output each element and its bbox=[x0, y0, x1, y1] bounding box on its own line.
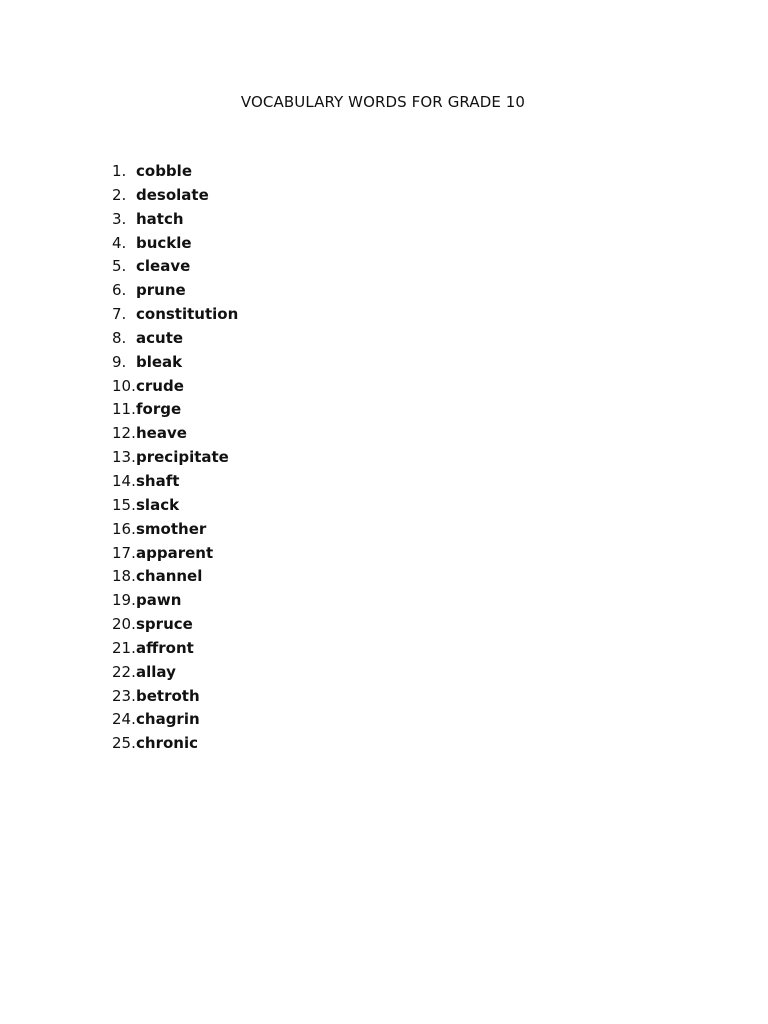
list-item bbox=[112, 708, 238, 732]
vocabulary-word: allay bbox=[136, 662, 176, 681]
list-item bbox=[112, 398, 238, 422]
list-item bbox=[112, 661, 238, 685]
vocabulary-word: shaft bbox=[136, 471, 180, 490]
vocabulary-word: buckle bbox=[136, 233, 192, 252]
vocabulary-word: chronic bbox=[136, 734, 198, 753]
item-number: 24. bbox=[112, 710, 136, 729]
vocabulary-word: bleak bbox=[136, 352, 183, 371]
item-number: 2. bbox=[112, 185, 127, 204]
item-number: 22. bbox=[112, 662, 136, 681]
item-number: 17. bbox=[112, 543, 136, 562]
vocabulary-word: cleave bbox=[136, 257, 191, 276]
item-number: 13. bbox=[112, 448, 136, 467]
item-number: 23. bbox=[112, 686, 136, 705]
item-number: 12. bbox=[112, 424, 136, 443]
item-number: 21. bbox=[112, 638, 136, 657]
item-number: 15. bbox=[112, 495, 136, 514]
item-number: 19. bbox=[112, 591, 136, 610]
list-item bbox=[112, 518, 238, 542]
item-number: 8. bbox=[112, 328, 127, 347]
item-number: 14. bbox=[112, 471, 136, 490]
list-item bbox=[112, 685, 238, 709]
item-number: 20. bbox=[112, 615, 136, 634]
list-item bbox=[112, 279, 238, 303]
vocabulary-word: desolate bbox=[136, 185, 209, 204]
list-item bbox=[112, 303, 238, 327]
list-item bbox=[112, 255, 238, 279]
vocabulary-list bbox=[112, 160, 238, 756]
vocabulary-word: chagrin bbox=[136, 710, 200, 729]
vocabulary-word: prune bbox=[136, 281, 186, 300]
vocabulary-word: cobble bbox=[136, 162, 192, 180]
vocabulary-word: acute bbox=[136, 328, 184, 347]
list-item bbox=[112, 208, 238, 232]
vocabulary-word: affront bbox=[136, 638, 194, 657]
item-number: 3. bbox=[112, 209, 127, 228]
list-item bbox=[112, 637, 238, 661]
item-number: 9. bbox=[112, 352, 127, 371]
item-number: 1. bbox=[112, 162, 127, 180]
list-item bbox=[112, 446, 238, 470]
item-number: 18. bbox=[112, 567, 136, 586]
vocabulary-word: constitution bbox=[136, 305, 239, 324]
list-item bbox=[112, 422, 238, 446]
vocabulary-word: betroth bbox=[136, 686, 200, 705]
list-item bbox=[112, 351, 238, 375]
vocabulary-word: crude bbox=[136, 376, 184, 395]
vocabulary-word: precipitate bbox=[136, 448, 229, 467]
item-number: 4. bbox=[112, 233, 127, 252]
list-item bbox=[112, 589, 238, 613]
list-item bbox=[112, 565, 238, 589]
list-item bbox=[112, 613, 238, 637]
vocabulary-word: channel bbox=[136, 567, 203, 586]
item-number: 16. bbox=[112, 519, 136, 538]
vocabulary-word: smother bbox=[136, 519, 207, 538]
list-item bbox=[112, 160, 238, 184]
list-item bbox=[112, 327, 238, 351]
list-item bbox=[112, 542, 238, 566]
list-item bbox=[112, 375, 238, 399]
page-title: VOCABULARY WORDS FOR GRADE 10 bbox=[240, 93, 526, 111]
vocabulary-word: hatch bbox=[136, 209, 184, 228]
vocabulary-word: spruce bbox=[136, 615, 193, 634]
vocabulary-word: slack bbox=[136, 495, 180, 514]
list-item bbox=[112, 470, 238, 494]
item-number: 6. bbox=[112, 281, 127, 300]
list-item bbox=[112, 184, 238, 208]
vocabulary-word: forge bbox=[136, 400, 182, 419]
item-number: 25. bbox=[112, 734, 136, 753]
vocabulary-word: pawn bbox=[136, 591, 182, 610]
list-item bbox=[112, 232, 238, 256]
item-number: 5. bbox=[112, 257, 127, 276]
vocabulary-word: heave bbox=[136, 424, 187, 443]
item-number: 7. bbox=[112, 305, 127, 324]
list-item bbox=[112, 732, 238, 756]
item-number: 10. bbox=[112, 376, 136, 395]
vocabulary-word: apparent bbox=[136, 543, 214, 562]
list-item bbox=[112, 494, 238, 518]
item-number: 11. bbox=[112, 400, 136, 419]
